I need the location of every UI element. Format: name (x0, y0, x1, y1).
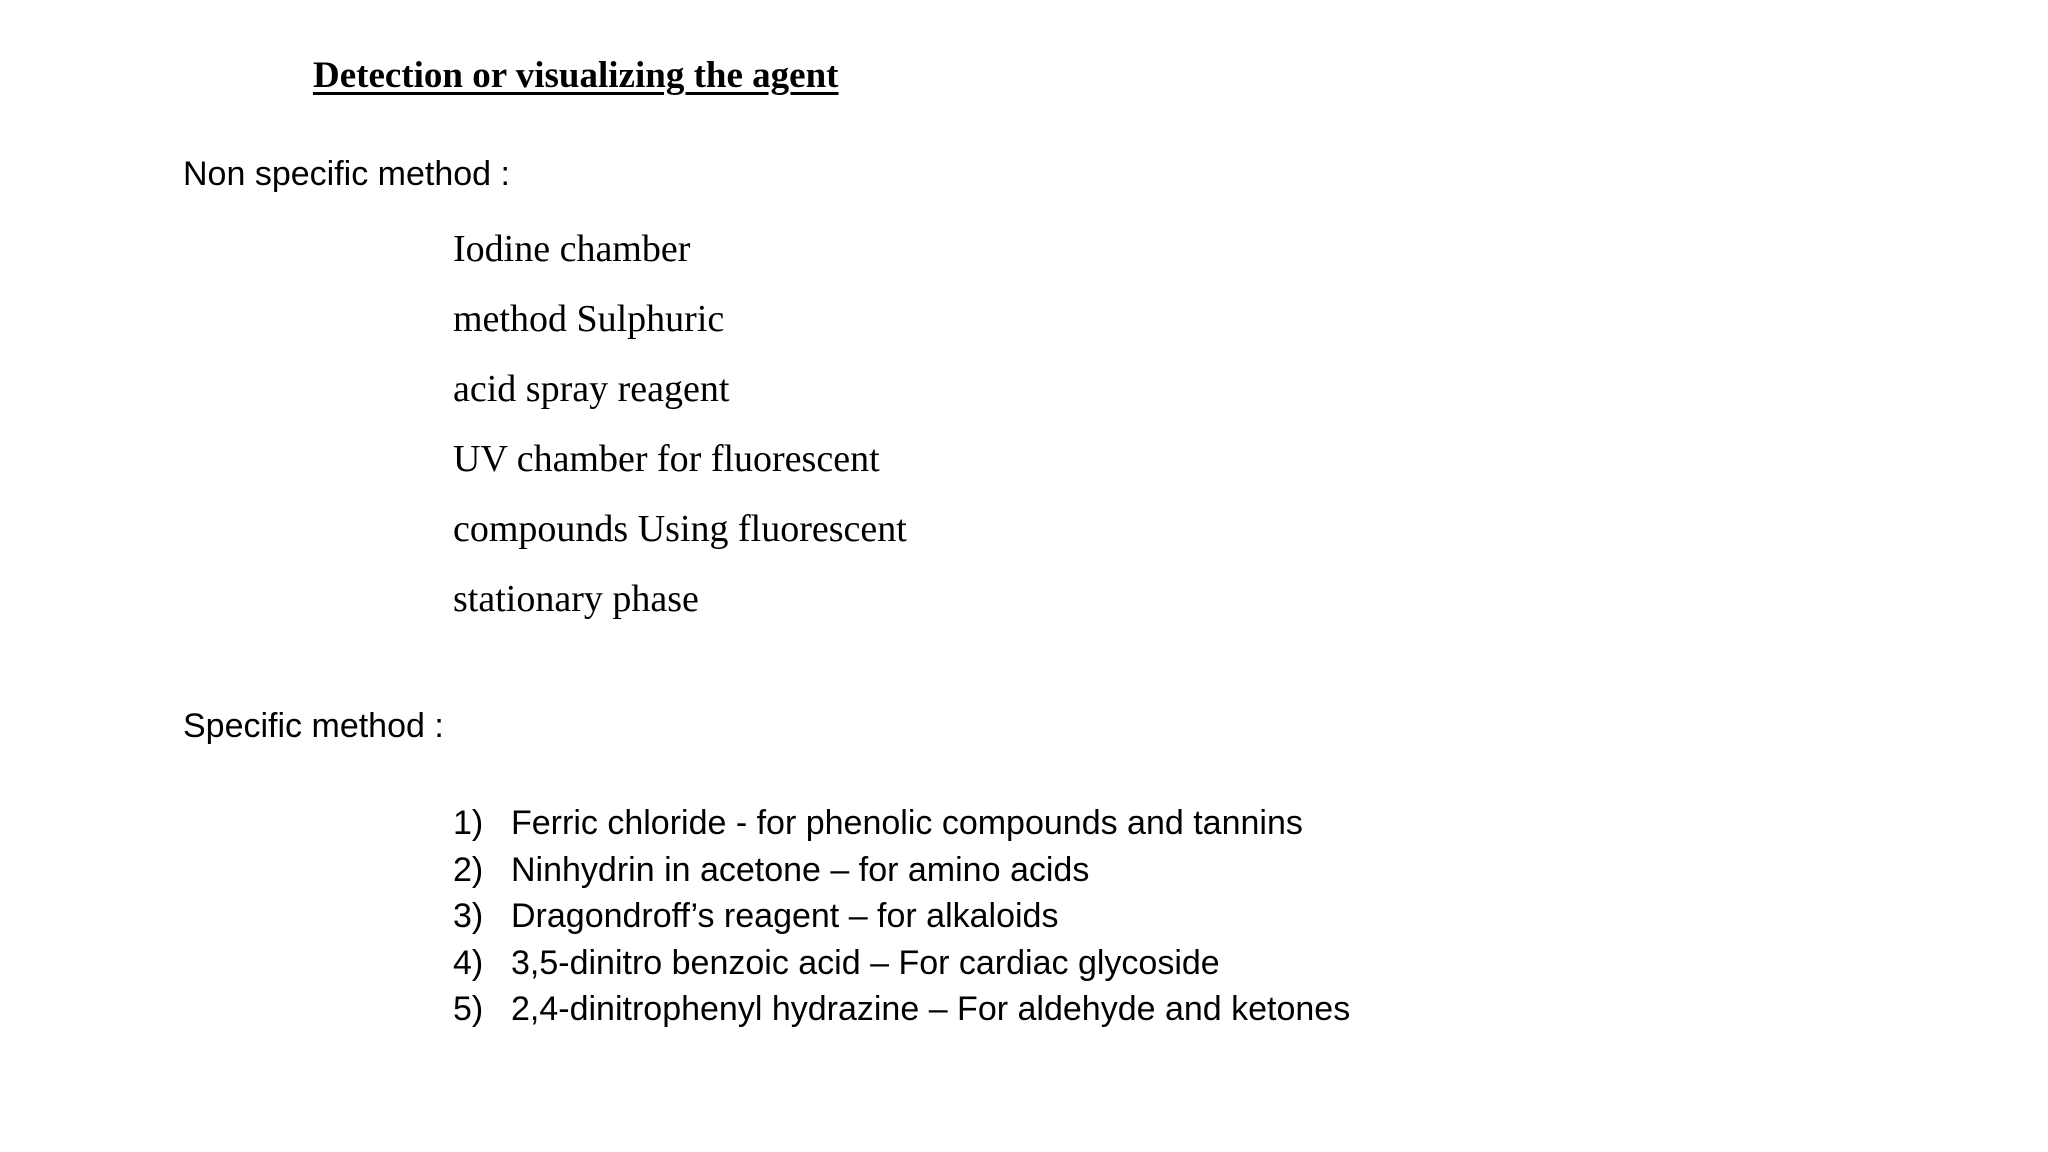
list-item (453, 893, 1350, 940)
list-item: stationary phase (453, 578, 699, 620)
non-specific-list (453, 225, 907, 645)
list-item: UV chamber for fluorescent (453, 438, 880, 480)
slide-title: Detection or visualizing the agent (313, 55, 839, 96)
list-item: method Sulphuric (453, 298, 725, 340)
item-text: Dragondroff’s reagent – for alkaloids (511, 897, 1059, 935)
item-text: 2,4-dinitrophenyl hydrazine – For aldehyde and ketones (511, 990, 1351, 1028)
list-item: Iodine chamber (453, 228, 691, 270)
item-number: 1) (453, 804, 484, 842)
item-number: 4) (453, 943, 484, 982)
specific-list (453, 800, 1350, 1033)
item-text: Ferric chloride - for phenolic compounds and tannins (511, 804, 1303, 842)
specific-heading: Specific method : (183, 707, 444, 745)
item-number: 2) (453, 850, 484, 889)
list-item (453, 940, 1350, 987)
non-specific-heading: Non specific method : (183, 155, 510, 193)
list-item (453, 847, 1350, 894)
list-item: compounds Using fluorescent (453, 508, 907, 550)
list-item (453, 800, 1350, 847)
item-text: Ninhydrin in acetone – for amino acids (511, 850, 1090, 889)
list-item (453, 986, 1350, 1033)
item-number: 5) (453, 990, 484, 1028)
item-number: 3) (453, 897, 484, 935)
item-text: 3,5-dinitro benzoic acid – For cardiac glycoside (511, 943, 1220, 982)
list-item: acid spray reagent (453, 368, 730, 410)
